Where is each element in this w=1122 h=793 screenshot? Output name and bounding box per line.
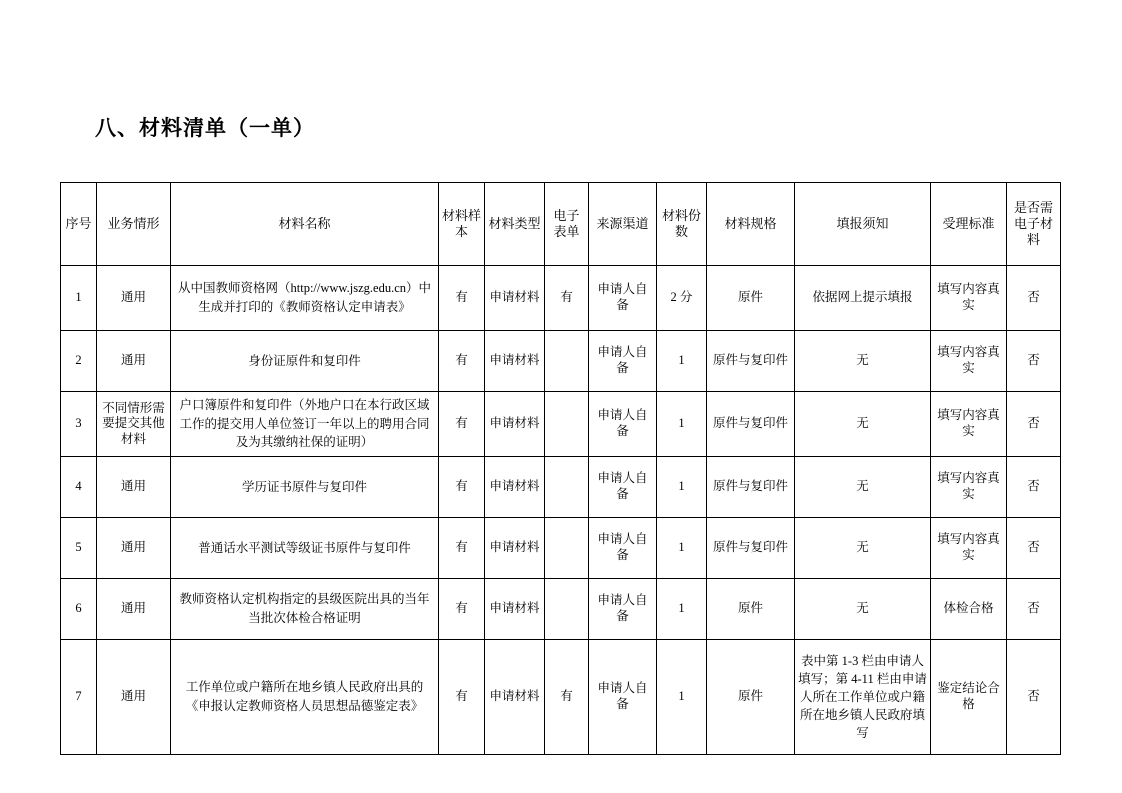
cell-case: 通用 — [97, 640, 171, 755]
table-header-row — [61, 183, 1061, 266]
cell-name: 从中国教师资格网（http://www.jszg.edu.cn）中生成并打印的《教师资格认定申请表》 — [171, 266, 439, 331]
column-header-eneed: 是否需电子材料 — [1007, 183, 1061, 266]
cell-copies: 1 — [657, 640, 707, 755]
column-header-standard: 受理标准 — [931, 183, 1007, 266]
cell-copies: 1 — [657, 331, 707, 392]
cell-copies: 1 — [657, 457, 707, 518]
table-body — [61, 266, 1061, 755]
cell-standard: 填写内容真实 — [931, 266, 1007, 331]
cell-name: 工作单位或户籍所在地乡镇人民政府出具的《申报认定教师资格人员思想品德鉴定表》 — [171, 640, 439, 755]
cell-standard: 体检合格 — [931, 579, 1007, 640]
column-header-sample: 材料样本 — [439, 183, 485, 266]
cell-notice: 无 — [795, 579, 931, 640]
cell-index: 7 — [61, 640, 97, 755]
cell-notice: 表中第 1-3 栏由申请人填写；第 4-11 栏由申请人所在工作单位或户籍所在地乡镇人民政府填写 — [795, 640, 931, 755]
table-row — [61, 392, 1061, 457]
cell-name: 户口簿原件和复印件（外地户口在本行政区域工作的提交用人单位签订一年以上的聘用合同及为其缴纳社保的证明） — [171, 392, 439, 457]
cell-case: 通用 — [97, 457, 171, 518]
cell-eform — [545, 579, 589, 640]
cell-eneed: 否 — [1007, 457, 1061, 518]
cell-source: 申请人自备 — [589, 266, 657, 331]
cell-spec: 原件 — [707, 579, 795, 640]
cell-name: 普通话水平测试等级证书原件与复印件 — [171, 518, 439, 579]
column-header-spec: 材料规格 — [707, 183, 795, 266]
table-row — [61, 266, 1061, 331]
cell-standard: 填写内容真实 — [931, 392, 1007, 457]
cell-case: 通用 — [97, 579, 171, 640]
cell-spec: 原件与复印件 — [707, 392, 795, 457]
cell-spec: 原件与复印件 — [707, 331, 795, 392]
cell-eform — [545, 457, 589, 518]
cell-copies: 1 — [657, 392, 707, 457]
column-header-copies: 材料份数 — [657, 183, 707, 266]
cell-eform: 有 — [545, 266, 589, 331]
cell-notice: 无 — [795, 331, 931, 392]
cell-case: 通用 — [97, 518, 171, 579]
cell-source: 申请人自备 — [589, 518, 657, 579]
cell-sample: 有 — [439, 266, 485, 331]
cell-index: 1 — [61, 266, 97, 331]
cell-type: 申请材料 — [485, 518, 545, 579]
column-header-eform: 电子表单 — [545, 183, 589, 266]
column-header-index: 序号 — [61, 183, 97, 266]
cell-spec: 原件与复印件 — [707, 457, 795, 518]
cell-index: 6 — [61, 579, 97, 640]
column-header-name: 材料名称 — [171, 183, 439, 266]
cell-sample: 有 — [439, 331, 485, 392]
cell-spec: 原件 — [707, 266, 795, 331]
cell-source: 申请人自备 — [589, 392, 657, 457]
cell-copies: 2 分 — [657, 266, 707, 331]
cell-source: 申请人自备 — [589, 331, 657, 392]
cell-type: 申请材料 — [485, 266, 545, 331]
cell-source: 申请人自备 — [589, 457, 657, 518]
page-title: 八、材料清单（一单） — [95, 117, 315, 140]
column-header-case: 业务情形 — [97, 183, 171, 266]
cell-index: 3 — [61, 392, 97, 457]
cell-index: 5 — [61, 518, 97, 579]
cell-type: 申请材料 — [485, 392, 545, 457]
cell-eneed: 否 — [1007, 266, 1061, 331]
cell-eneed: 否 — [1007, 579, 1061, 640]
cell-source: 申请人自备 — [589, 640, 657, 755]
cell-case: 通用 — [97, 266, 171, 331]
table-header — [61, 183, 1061, 266]
cell-notice: 无 — [795, 457, 931, 518]
cell-notice: 依据网上提示填报 — [795, 266, 931, 331]
cell-type: 申请材料 — [485, 331, 545, 392]
cell-name: 身份证原件和复印件 — [171, 331, 439, 392]
column-header-notice: 填报须知 — [795, 183, 931, 266]
cell-type: 申请材料 — [485, 579, 545, 640]
cell-eneed: 否 — [1007, 392, 1061, 457]
cell-sample: 有 — [439, 640, 485, 755]
material-list-table-wrapper — [60, 182, 1060, 755]
cell-spec: 原件 — [707, 640, 795, 755]
table-row — [61, 518, 1061, 579]
cell-type: 申请材料 — [485, 640, 545, 755]
cell-standard: 鉴定结论合格 — [931, 640, 1007, 755]
column-header-type: 材料类型 — [485, 183, 545, 266]
cell-standard: 填写内容真实 — [931, 518, 1007, 579]
cell-notice: 无 — [795, 392, 931, 457]
cell-name: 学历证书原件与复印件 — [171, 457, 439, 518]
cell-eform — [545, 331, 589, 392]
cell-case: 不同情形需要提交其他材料 — [97, 392, 171, 457]
cell-case: 通用 — [97, 331, 171, 392]
table-row — [61, 579, 1061, 640]
cell-sample: 有 — [439, 457, 485, 518]
material-list-table — [60, 182, 1061, 755]
table-row — [61, 640, 1061, 755]
cell-sample: 有 — [439, 392, 485, 457]
cell-type: 申请材料 — [485, 457, 545, 518]
cell-spec: 原件与复印件 — [707, 518, 795, 579]
cell-eneed: 否 — [1007, 331, 1061, 392]
cell-eneed: 否 — [1007, 640, 1061, 755]
cell-eform: 有 — [545, 640, 589, 755]
cell-standard: 填写内容真实 — [931, 331, 1007, 392]
cell-standard: 填写内容真实 — [931, 457, 1007, 518]
column-header-source: 来源渠道 — [589, 183, 657, 266]
cell-eform — [545, 518, 589, 579]
cell-eform — [545, 392, 589, 457]
cell-sample: 有 — [439, 579, 485, 640]
cell-eneed: 否 — [1007, 518, 1061, 579]
cell-index: 2 — [61, 331, 97, 392]
cell-index: 4 — [61, 457, 97, 518]
table-row — [61, 457, 1061, 518]
cell-source: 申请人自备 — [589, 579, 657, 640]
cell-notice: 无 — [795, 518, 931, 579]
cell-copies: 1 — [657, 579, 707, 640]
table-row — [61, 331, 1061, 392]
cell-name: 教师资格认定机构指定的县级医院出具的当年当批次体检合格证明 — [171, 579, 439, 640]
cell-copies: 1 — [657, 518, 707, 579]
cell-sample: 有 — [439, 518, 485, 579]
